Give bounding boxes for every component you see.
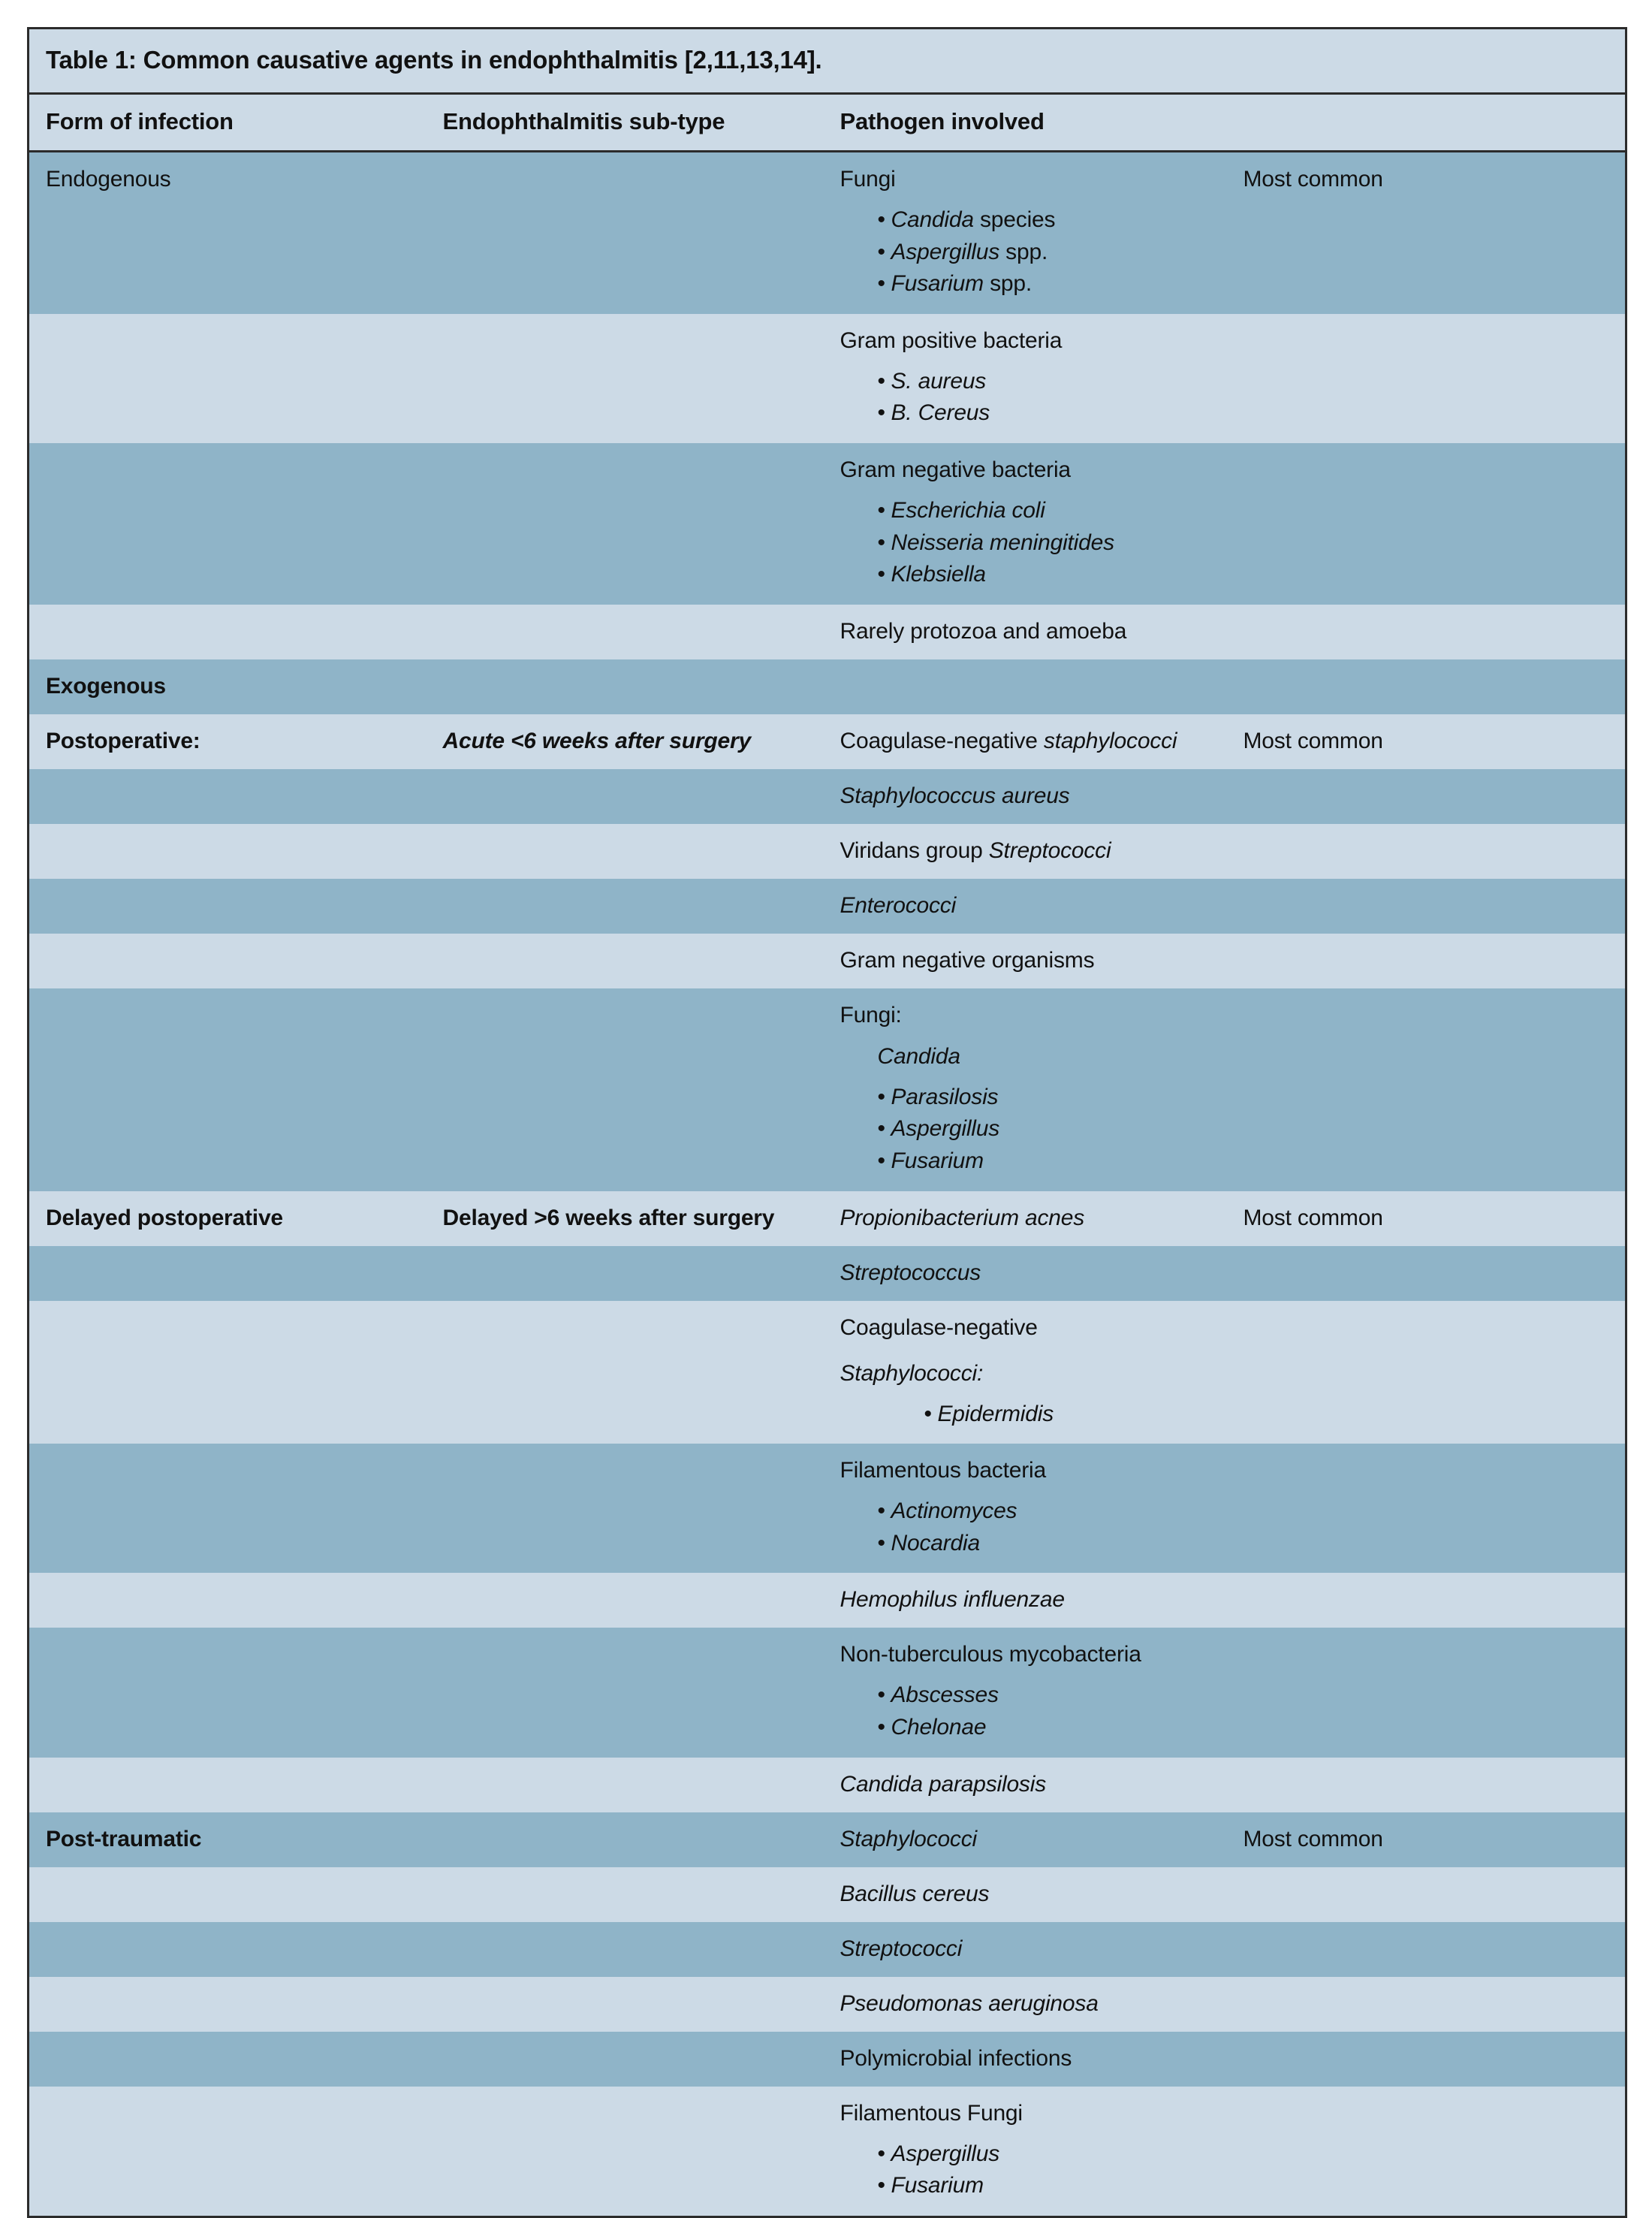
endophthalmitis-subtype-text <box>443 671 807 701</box>
pathogen-bullet-item <box>878 1712 1210 1744</box>
table-row <box>29 988 1626 1191</box>
cell-form-of-infection <box>29 769 427 824</box>
endophthalmitis-subtype-text <box>443 1313 807 1342</box>
form-of-infection-text <box>46 1770 410 1799</box>
cell-form-of-infection <box>29 1812 427 1867</box>
form-of-infection-text <box>46 1456 410 1485</box>
cell-form-of-infection <box>29 1573 427 1628</box>
cell-pathogen-involved <box>824 1977 1227 2032</box>
cell-endophthalmitis-subtype <box>427 605 824 659</box>
cell-pathogen-involved <box>824 605 1227 659</box>
cell-pathogen-involved <box>824 988 1227 1191</box>
pathogen-species-name: Abscesses <box>891 1682 999 1708</box>
pathogen-bullet-item <box>878 237 1210 269</box>
form-of-infection-text: Delayed postoperative <box>46 1205 283 1230</box>
pathogen-species-name: Aspergillus <box>891 1116 1000 1142</box>
pathogen-lead-italic: Streptococci <box>988 837 1111 863</box>
column-header-subtype <box>427 94 824 152</box>
endophthalmitis-subtype-text <box>443 1585 807 1614</box>
table-row <box>29 2032 1626 2087</box>
frequency-note-text: Most common <box>1243 1205 1383 1230</box>
cell-pathogen-involved <box>824 824 1227 879</box>
bullet-glyph-icon: • <box>877 530 885 555</box>
table-row <box>29 659 1626 714</box>
endophthalmitis-subtype-text <box>443 2099 807 2128</box>
frequency-note-text <box>1244 617 1609 646</box>
cell-frequency-note <box>1227 314 1626 443</box>
bullet-glyph-icon: • <box>877 497 885 523</box>
pathogen-lead-text: Pseudomonas aeruginosa <box>840 1990 1099 2016</box>
cell-endophthalmitis-subtype <box>427 1573 824 1628</box>
cell-endophthalmitis-subtype <box>427 988 824 1191</box>
pathogen-lead-text <box>840 671 1210 701</box>
cell-frequency-note <box>1227 1758 1626 1812</box>
form-of-infection-text <box>46 326 410 355</box>
table-row <box>29 934 1626 988</box>
pathogen-lead-text: Propionibacterium acnes <box>840 1205 1085 1230</box>
pathogen-lead-plain: Coagulase-negative <box>840 728 1044 753</box>
form-of-infection-text <box>46 1258 410 1287</box>
bullet-glyph-icon: • <box>924 1401 932 1426</box>
cell-form-of-infection <box>29 314 427 443</box>
pathogen-bullet-list <box>840 1399 1210 1431</box>
table-row <box>29 1922 1626 1977</box>
bullet-glyph-icon: • <box>877 1530 885 1556</box>
table-row <box>29 879 1626 934</box>
form-of-infection-text <box>46 1313 410 1342</box>
pathogen-lead-text: Coagulase-negative <box>840 1314 1038 1340</box>
pathogen-lead-text: Enterococci <box>840 892 957 918</box>
form-of-infection-text <box>46 1989 410 2018</box>
endophthalmitis-subtype-text <box>443 1989 807 2018</box>
pathogen-bullet-item <box>878 1145 1210 1178</box>
cell-pathogen-involved <box>824 714 1227 769</box>
cell-frequency-note <box>1227 2032 1626 2087</box>
pathogen-bullet-list <box>840 204 1210 300</box>
pathogen-bullet-item <box>878 1113 1210 1145</box>
table-row <box>29 443 1626 605</box>
cell-form-of-infection <box>29 2087 427 2217</box>
cell-pathogen-involved <box>824 2032 1227 2087</box>
column-header-note <box>1227 94 1626 152</box>
cell-endophthalmitis-subtype <box>427 934 824 988</box>
endophthalmitis-subtype-text <box>443 1770 807 1799</box>
pathogen-species-qualifier: species <box>973 207 1056 232</box>
frequency-note-text <box>1244 1585 1609 1614</box>
bullet-glyph-icon: • <box>877 368 885 394</box>
table-row <box>29 714 1626 769</box>
pathogen-species-name: Neisseria meningitides <box>891 530 1114 555</box>
bullet-glyph-icon: • <box>877 562 885 587</box>
cell-frequency-note <box>1227 1246 1626 1301</box>
cell-endophthalmitis-subtype <box>427 2087 824 2217</box>
pathogen-species-name: Aspergillus <box>891 239 1000 264</box>
table-row <box>29 1977 1626 2032</box>
cell-frequency-note <box>1227 659 1626 714</box>
pathogen-bullet-item <box>878 397 1210 430</box>
endophthalmitis-subtype-text <box>443 1824 807 1854</box>
table-row <box>29 1444 1626 1573</box>
frequency-note-text <box>1244 455 1609 484</box>
cell-form-of-infection <box>29 2032 427 2087</box>
table-row <box>29 1573 1626 1628</box>
frequency-note-text: Most common <box>1243 167 1383 192</box>
frequency-note-text <box>1244 1879 1609 1909</box>
table-row <box>29 769 1626 824</box>
cell-frequency-note <box>1227 824 1626 879</box>
table-row <box>29 824 1626 879</box>
table-row <box>29 1812 1626 1867</box>
pathogen-bullet-list <box>840 2138 1210 2202</box>
pathogen-lead-text: Bacillus cereus <box>840 1881 990 1906</box>
cell-frequency-note <box>1227 152 1626 314</box>
bullet-glyph-icon: • <box>877 1682 885 1708</box>
frequency-note-text <box>1244 2099 1609 2128</box>
pathogen-species-name: Epidermidis <box>937 1401 1054 1426</box>
frequency-note-text <box>1244 1640 1609 1669</box>
table-row <box>29 1246 1626 1301</box>
frequency-note-text <box>1244 836 1609 865</box>
bullet-glyph-icon: • <box>877 1084 885 1109</box>
cell-form-of-infection <box>29 1191 427 1246</box>
pathogen-species-name: Aspergillus <box>891 2141 1000 2166</box>
cell-frequency-note <box>1227 2087 1626 2217</box>
bullet-glyph-icon: • <box>877 2141 885 2166</box>
bullet-glyph-icon: • <box>877 271 885 297</box>
form-of-infection-text: Exogenous <box>46 673 166 699</box>
pathogen-bullet-list <box>840 366 1210 430</box>
endophthalmitis-subtype-text <box>443 1640 807 1669</box>
cell-pathogen-involved <box>824 1628 1227 1757</box>
cell-pathogen-involved <box>824 314 1227 443</box>
cell-pathogen-involved <box>824 1246 1227 1301</box>
pathogen-lead-text: Fungi: <box>840 1002 902 1028</box>
cell-pathogen-involved <box>824 659 1227 714</box>
endophthalmitis-subtype-text: Delayed >6 weeks after surgery <box>442 1205 775 1230</box>
form-of-infection-text <box>46 2044 410 2073</box>
pathogen-lead-italic: staphylococci <box>1043 728 1177 753</box>
pathogen-bullet-item <box>878 1679 1210 1712</box>
cell-form-of-infection <box>29 1758 427 1812</box>
column-header-pathogen-label: Pathogen involved <box>840 108 1045 134</box>
pathogen-lead-text: Staphylococcus aureus <box>840 783 1070 808</box>
table-caption-text: Table 1: Common causative agents in endophthalmitis [2,11,13,14]. <box>46 46 822 74</box>
pathogen-lead-text: Gram negative bacteria <box>840 457 1071 482</box>
cell-frequency-note <box>1227 1628 1626 1757</box>
cell-pathogen-involved <box>824 879 1227 934</box>
cell-endophthalmitis-subtype <box>427 314 824 443</box>
cell-form-of-infection <box>29 1922 427 1977</box>
pathogen-lead-text: Non-tuberculous mycobacteria <box>840 1642 1141 1667</box>
cell-pathogen-involved <box>824 1301 1227 1444</box>
pathogen-lead-text: Rarely protozoa and amoeba <box>840 618 1127 644</box>
cell-frequency-note <box>1227 769 1626 824</box>
cell-pathogen-involved <box>824 1444 1227 1573</box>
cell-endophthalmitis-subtype <box>427 659 824 714</box>
cell-pathogen-involved <box>824 1867 1227 1922</box>
bullet-glyph-icon: • <box>877 400 885 426</box>
cell-form-of-infection <box>29 1444 427 1573</box>
frequency-note-text <box>1244 1313 1609 1342</box>
cell-frequency-note <box>1227 1922 1626 1977</box>
cell-endophthalmitis-subtype <box>427 879 824 934</box>
cell-frequency-note <box>1227 1191 1626 1246</box>
endophthalmitis-subtype-text <box>443 1879 807 1909</box>
pathogen-species-qualifier: spp. <box>983 271 1032 297</box>
cell-pathogen-involved <box>824 1922 1227 1977</box>
pathogen-bullet-item <box>878 204 1210 237</box>
form-of-infection-text <box>46 1879 410 1909</box>
bullet-glyph-icon: • <box>877 2173 885 2198</box>
cell-pathogen-involved <box>824 1191 1227 1246</box>
pathogen-species-name: S. aureus <box>891 368 987 394</box>
cell-frequency-note <box>1227 879 1626 934</box>
form-of-infection-text <box>46 1000 410 1030</box>
cell-endophthalmitis-subtype <box>427 152 824 314</box>
pathogen-species-name: Fusarium <box>891 2173 984 2198</box>
pathogen-subheading-inline: Staphylococci: <box>840 1360 984 1386</box>
pathogen-bullet-item <box>878 559 1210 591</box>
pathogen-bullet-item <box>924 1399 1210 1431</box>
pathogen-bullet-item <box>878 1528 1210 1560</box>
causative-agents-table <box>27 27 1627 2218</box>
pathogen-bullet-item <box>878 2170 1210 2202</box>
frequency-note-text <box>1244 946 1609 975</box>
endophthalmitis-subtype-text <box>443 1934 807 1963</box>
table-row <box>29 1867 1626 1922</box>
endophthalmitis-subtype-text <box>443 891 807 920</box>
cell-pathogen-involved <box>824 2087 1227 2217</box>
endophthalmitis-subtype-text <box>443 781 807 810</box>
pathogen-lead-text: Hemophilus influenzae <box>840 1587 1065 1613</box>
pathogen-bullet-item <box>878 2138 1210 2171</box>
form-of-infection-text <box>46 891 410 920</box>
frequency-note-text <box>1244 891 1609 920</box>
cell-endophthalmitis-subtype <box>427 1812 824 1867</box>
table-caption-row <box>29 29 1626 94</box>
form-of-infection-text <box>46 836 410 865</box>
form-of-infection-text: Post-traumatic <box>46 1826 202 1851</box>
cell-endophthalmitis-subtype <box>427 1191 824 1246</box>
table-caption-cell <box>29 29 1626 94</box>
pathogen-bullet-item <box>878 527 1210 560</box>
frequency-note-text <box>1244 1770 1609 1799</box>
cell-form-of-infection <box>29 714 427 769</box>
frequency-note-text <box>1244 1258 1609 1287</box>
pathogen-bullet-list <box>840 1495 1210 1559</box>
pathogen-lead-text: Fungi <box>840 167 896 192</box>
pathogen-lead-text: Streptococci <box>840 1936 963 1961</box>
cell-form-of-infection <box>29 443 427 605</box>
pathogen-bullet-list <box>840 1679 1210 1743</box>
frequency-note-text <box>1244 671 1609 701</box>
bullet-glyph-icon: • <box>877 1148 885 1173</box>
frequency-note-text <box>1244 781 1609 810</box>
cell-endophthalmitis-subtype <box>427 714 824 769</box>
bullet-glyph-icon: • <box>877 1116 885 1142</box>
endophthalmitis-subtype-text: Acute <6 weeks after surgery <box>442 728 751 753</box>
cell-pathogen-involved <box>824 443 1227 605</box>
pathogen-lead-text <box>840 726 1210 756</box>
pathogen-species-name: Chelonae <box>891 1714 987 1740</box>
pathogen-species-name: Escherichia coli <box>891 497 1045 523</box>
cell-endophthalmitis-subtype <box>427 824 824 879</box>
endophthalmitis-subtype-text <box>443 2044 807 2073</box>
frequency-note-text <box>1244 2044 1609 2073</box>
cell-endophthalmitis-subtype <box>427 1922 824 1977</box>
cell-frequency-note <box>1227 443 1626 605</box>
pathogen-subheading: Candida <box>877 1043 960 1069</box>
endophthalmitis-subtype-text <box>443 1456 807 1485</box>
endophthalmitis-subtype-text <box>443 1000 807 1030</box>
cell-form-of-infection <box>29 934 427 988</box>
endophthalmitis-subtype-text <box>443 326 807 355</box>
pathogen-lead-plain: Viridans group <box>840 837 989 863</box>
frequency-note-text <box>1244 326 1609 355</box>
cell-pathogen-involved <box>824 1758 1227 1812</box>
pathogen-lead-text: Candida parapsilosis <box>840 1771 1046 1797</box>
column-header-form <box>29 94 427 152</box>
form-of-infection-text <box>46 1585 410 1614</box>
frequency-note-text <box>1244 1934 1609 1963</box>
pathogen-lead-text: Filamentous Fungi <box>840 2100 1023 2126</box>
frequency-note-text: Most common <box>1243 1826 1383 1851</box>
pathogen-bullet-item <box>878 495 1210 527</box>
cell-form-of-infection <box>29 1301 427 1444</box>
pathogen-species-name: B. Cereus <box>891 400 990 426</box>
pathogen-lead-text: Filamentous bacteria <box>840 1458 1046 1483</box>
pathogen-bullet-item <box>878 1082 1210 1114</box>
form-of-infection-text <box>46 1934 410 1963</box>
pathogen-lead-text: Polymicrobial infections <box>840 2045 1072 2071</box>
pathogen-bullet-list <box>840 1082 1210 1178</box>
form-of-infection-text <box>46 1640 410 1669</box>
cell-frequency-note <box>1227 1444 1626 1573</box>
cell-form-of-infection <box>29 879 427 934</box>
cell-frequency-note <box>1227 1977 1626 2032</box>
column-header-pathogen <box>824 94 1227 152</box>
pathogen-species-name: Candida <box>891 207 974 232</box>
table-row <box>29 1758 1626 1812</box>
frequency-note-text: Most common <box>1243 728 1383 753</box>
frequency-note-text <box>1244 1456 1609 1485</box>
cell-frequency-note <box>1227 1867 1626 1922</box>
bullet-glyph-icon: • <box>877 239 885 264</box>
pathogen-species-name: Fusarium <box>891 271 984 297</box>
cell-pathogen-involved <box>824 1573 1227 1628</box>
cell-endophthalmitis-subtype <box>427 1301 824 1444</box>
cell-form-of-infection <box>29 1867 427 1922</box>
cell-endophthalmitis-subtype <box>427 2032 824 2087</box>
pathogen-lead-text: Gram positive bacteria <box>840 327 1063 353</box>
cell-endophthalmitis-subtype <box>427 1977 824 2032</box>
cell-frequency-note <box>1227 1812 1626 1867</box>
cell-endophthalmitis-subtype <box>427 1444 824 1573</box>
pathogen-species-name: Nocardia <box>891 1530 980 1556</box>
cell-endophthalmitis-subtype <box>427 1246 824 1301</box>
cell-frequency-note <box>1227 988 1626 1191</box>
endophthalmitis-subtype-text <box>443 836 807 865</box>
pathogen-species-name: Actinomyces <box>891 1498 1017 1524</box>
cell-endophthalmitis-subtype <box>427 443 824 605</box>
pathogen-lead-text <box>840 836 1210 865</box>
endophthalmitis-subtype-text <box>443 617 807 646</box>
cell-pathogen-involved <box>824 152 1227 314</box>
cell-form-of-infection <box>29 1977 427 2032</box>
cell-form-of-infection <box>29 605 427 659</box>
form-of-infection-text <box>46 946 410 975</box>
table-row <box>29 1628 1626 1757</box>
form-of-infection-text <box>46 781 410 810</box>
form-of-infection-text <box>46 455 410 484</box>
cell-frequency-note <box>1227 1301 1626 1444</box>
cell-frequency-note <box>1227 714 1626 769</box>
pathogen-species-name: Parasilosis <box>891 1084 999 1109</box>
pathogen-species-name: Fusarium <box>891 1148 984 1173</box>
table-row <box>29 605 1626 659</box>
frequency-note-text <box>1244 1989 1609 2018</box>
cell-form-of-infection <box>29 152 427 314</box>
pathogen-bullet-list <box>840 495 1210 591</box>
bullet-glyph-icon: • <box>877 1714 885 1740</box>
pathogen-species-qualifier: spp. <box>999 239 1048 264</box>
cell-endophthalmitis-subtype <box>427 1758 824 1812</box>
pathogen-lead-text: Streptococcus <box>840 1260 981 1285</box>
cell-form-of-infection <box>29 824 427 879</box>
bullet-glyph-icon: • <box>877 1498 885 1524</box>
cell-frequency-note <box>1227 1573 1626 1628</box>
endophthalmitis-subtype-text <box>443 946 807 975</box>
cell-frequency-note <box>1227 934 1626 988</box>
table-row <box>29 1301 1626 1444</box>
column-header-subtype-label: Endophthalmitis sub-type <box>442 108 725 134</box>
cell-form-of-infection <box>29 1628 427 1757</box>
cell-frequency-note <box>1227 605 1626 659</box>
bullet-glyph-icon: • <box>877 207 885 232</box>
cell-form-of-infection <box>29 1246 427 1301</box>
table-row <box>29 1191 1626 1246</box>
endophthalmitis-subtype-text <box>443 455 807 484</box>
cell-endophthalmitis-subtype <box>427 1867 824 1922</box>
cell-form-of-infection <box>29 659 427 714</box>
table-row <box>29 152 1626 314</box>
pathogen-bullet-item <box>878 268 1210 300</box>
cell-endophthalmitis-subtype <box>427 1628 824 1757</box>
cell-pathogen-involved <box>824 769 1227 824</box>
pathogen-bullet-item <box>878 1495 1210 1528</box>
pathogen-species-name: Klebsiella <box>891 562 986 587</box>
form-of-infection-text <box>46 617 410 646</box>
pathogen-bullet-item <box>878 366 1210 398</box>
cell-pathogen-involved <box>824 1812 1227 1867</box>
table-header-row <box>29 94 1626 152</box>
pathogen-lead-text: Gram negative organisms <box>840 947 1095 973</box>
table-row <box>29 314 1626 443</box>
pathogen-lead-text: Staphylococci <box>840 1826 977 1851</box>
cell-form-of-infection <box>29 988 427 1191</box>
endophthalmitis-subtype-text <box>443 1258 807 1287</box>
form-of-infection-text: Postoperative: <box>46 728 200 753</box>
table-row <box>29 2087 1626 2217</box>
cell-pathogen-involved <box>824 934 1227 988</box>
endophthalmitis-subtype-text <box>443 164 807 194</box>
form-of-infection-text <box>46 2099 410 2128</box>
cell-endophthalmitis-subtype <box>427 769 824 824</box>
form-of-infection-text: Endogenous <box>46 167 171 192</box>
frequency-note-text <box>1244 1000 1609 1030</box>
column-header-form-label: Form of infection <box>46 108 234 134</box>
